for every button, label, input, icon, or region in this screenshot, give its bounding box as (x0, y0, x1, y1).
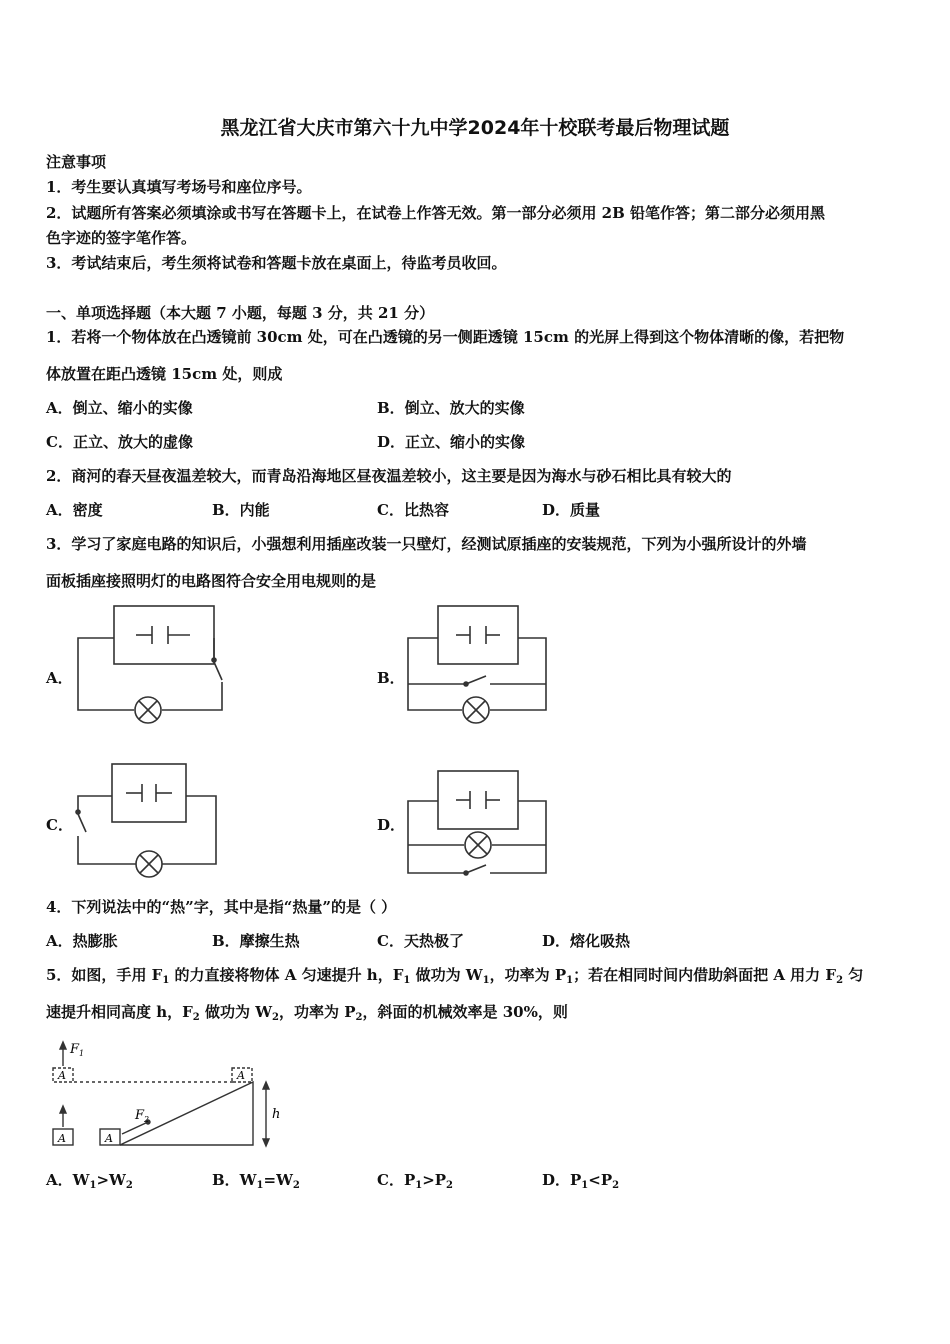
label-a-1: A (58, 1069, 66, 1082)
circuit-diagram-c (70, 760, 230, 880)
q3-stem-line-1: 3．学习了家庭电路的知识后，小强想利用插座改装一只壁灯，经测试原插座的安装规范，下列为小强所设计的外墙 (46, 535, 807, 553)
label-a-4: A (105, 1132, 113, 1145)
label-a-3: A (58, 1132, 66, 1145)
circuit-diagram-a (70, 600, 240, 730)
label-f1: $F_1$ (70, 1042, 85, 1058)
q3-label-c: C． (46, 816, 73, 834)
socket-box (438, 606, 518, 664)
incline-figure (48, 1040, 288, 1152)
q3-label-b: B． (377, 669, 405, 687)
switch-lever (466, 676, 486, 684)
q1-stem-line-2: 体放置在距凸透镜 15cm 处，则成 (46, 365, 283, 383)
q2-option-c: C．比热容 (377, 501, 449, 519)
label-h: h (272, 1107, 281, 1122)
q1-option-d: D．正立、缩小的实像 (377, 433, 526, 451)
q5-stem-line-1: 5．如图，手用 $F_1$ 的力直接将物体 A 匀速提升 h，$F_1$ 做功为 $W_1$，功率为 $P_1$；若在相同时间内借助斜面把 A 用力 $F_2$ 匀 (46, 966, 864, 986)
q5-stem-line-2: 速提升相同高度 h，$F_2$ 做功为 $W_2$，功率为 $P_2$，斜面的机械效率是 30%，则 (46, 1003, 568, 1023)
q2-stem: 2．商河的春天昼夜温差较大，而青岛沿海地区昼夜温差较小，这主要是因为海水与砂石相比具有较大的 (46, 467, 732, 485)
q5-option-a: A．$W_1>W_2$ (46, 1171, 133, 1191)
q1-option-c: C．正立、放大的虚像 (46, 433, 193, 451)
socket-box (112, 764, 186, 822)
circuit-diagram-d (400, 765, 560, 880)
q4-stem: 4．下列说法中的“热”字，其中是指“热量”的是（ ） (46, 898, 397, 916)
notice-line-2: 2．试题所有答案必须填涂或书写在答题卡上，在试卷上作答无效。第一部分必须用 2B 铅笔作答；第二部分必须用黑 (46, 204, 826, 222)
q4-option-b: B．摩擦生热 (212, 932, 300, 950)
circuit-diagram-b (400, 600, 560, 730)
q4-option-a: A．热膨胀 (46, 932, 118, 950)
q5-option-d: D．$P_1<P_2$ (542, 1171, 620, 1191)
section-heading: 一、单项选择题（本大题 7 小题，每题 3 分，共 21 分） (46, 304, 435, 322)
q3-label-d: D． (377, 816, 406, 834)
q2-option-d: D．质量 (542, 501, 601, 519)
q5-option-c: C．$P_1>P_2$ (377, 1171, 454, 1191)
q1-option-a: A．倒立、缩小的实像 (46, 399, 193, 417)
q2-option-b: B．内能 (212, 501, 270, 519)
label-f2: $F_2$ (135, 1108, 150, 1124)
q4-option-c: C．天热极了 (377, 932, 464, 950)
q2-option-a: A．密度 (46, 501, 103, 519)
switch-lever (466, 865, 486, 873)
notice-line-1: 1．考生要认真填写考场号和座位序号。 (46, 178, 312, 196)
q5-option-b: B．$W_1=W_2$ (212, 1171, 300, 1191)
q4-option-d: D．熔化吸热 (542, 932, 631, 950)
socket-box (438, 771, 518, 829)
q1-stem-line-1: 1．若将一个物体放在凸透镜前 30cm 处，可在凸透镜的另一侧距透镜 15cm 的光屏上得到这个物体清晰的像，若把物 (46, 328, 845, 346)
notice-heading: 注意事项 (46, 153, 107, 171)
notice-line-4: 3．考试结束后，考生须将试卷和答题卡放在桌面上，待监考员收回。 (46, 254, 507, 272)
q3-label-a: A． (46, 669, 73, 687)
socket-box (114, 606, 214, 664)
q3-stem-line-2: 面板插座接照明灯的电路图符合安全用电规则的是 (46, 572, 377, 590)
switch-lever (214, 662, 222, 680)
page-title: 黑龙江省大庆市第六十九中学2024年十校联考最后物理试题 (220, 117, 730, 139)
q1-option-b: B．倒立、放大的实像 (377, 399, 525, 417)
switch-lever (78, 814, 86, 832)
notice-line-3: 色字迹的签字笔作答。 (46, 229, 197, 247)
label-a-2: A (237, 1069, 245, 1082)
